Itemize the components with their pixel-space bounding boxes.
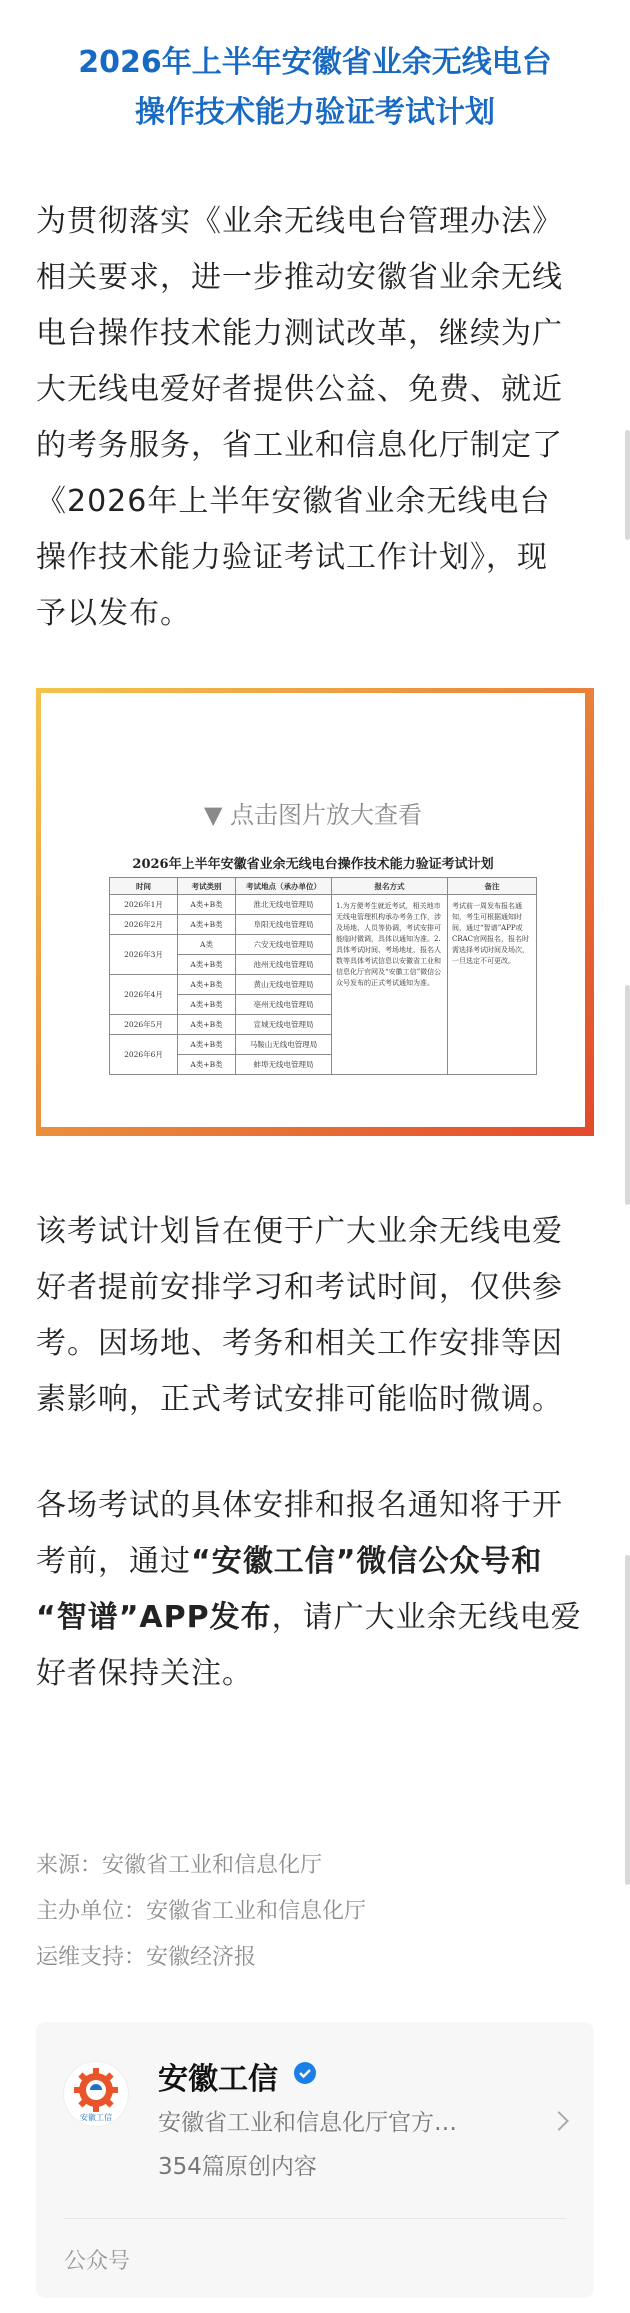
category-cell: A类+B类 bbox=[178, 1035, 236, 1055]
signup-cell: 1.为方便考生就近考试，相关地市无线电管理机构承办考务工作，涉及场地、人员等协调，考试安排可能临时微调，具体以通知为准。2.具体考试时间、考场地址、报名人数等具体考试信息以安徽省工业和信息化厅官网及“安徽工信”微信公众号发布的正式考试通知为准。 bbox=[332, 895, 448, 1075]
column-header: 考试类别 bbox=[178, 878, 236, 895]
text-line: 的考务服务，省工业和信息化厅制定了 bbox=[36, 428, 563, 463]
table-row bbox=[110, 895, 537, 915]
purpose-paragraph bbox=[36, 1204, 594, 1428]
schedule-image-inner bbox=[41, 693, 585, 1127]
text-line: 考。因场地、考务和相关工作安排等因 bbox=[36, 1326, 563, 1361]
text-line: 相关要求，进一步推动安徽省业余无线 bbox=[36, 260, 563, 295]
column-header: 时间 bbox=[110, 878, 178, 895]
bold-text: “智谱”APP发布 bbox=[36, 1600, 272, 1635]
text-line bbox=[36, 1590, 594, 1646]
scrollbar-segment[interactable] bbox=[625, 1555, 630, 1885]
support-line: 运维支持：安徽经济报 bbox=[36, 1945, 257, 1970]
text-line: 电台操作技术能力测试改革，继续为广 bbox=[36, 316, 563, 351]
account-type-label: 公众号 bbox=[64, 2249, 131, 2274]
category-cell: A类+B类 bbox=[178, 895, 236, 915]
note-cell: 考试前一周发布报名通知，考生可根据通知时间，通过“智谱”APP或CRAC官网报名，报名时需选择考试时间及场次，一旦选定不可更改。 bbox=[448, 895, 537, 1075]
divider bbox=[64, 2218, 566, 2219]
time-cell: 2026年4月 bbox=[110, 975, 178, 1015]
table-title: 2026年上半年安徽省业余无线电台操作技术能力验证考试计划 bbox=[132, 857, 494, 872]
gear-logo-icon bbox=[64, 2062, 128, 2126]
category-cell: A类+B类 bbox=[178, 1015, 236, 1035]
text-line: 该考试计划旨在便于广大业余无线电爱 bbox=[36, 1214, 563, 1249]
time-cell: 2026年1月 bbox=[110, 895, 178, 915]
scrollbar-segment[interactable] bbox=[625, 430, 630, 540]
category-cell: A类+B类 bbox=[178, 1055, 236, 1075]
time-cell: 2026年2月 bbox=[110, 915, 178, 935]
plain-text: 考前，通过 bbox=[36, 1544, 191, 1579]
category-cell: A类 bbox=[178, 935, 236, 955]
time-cell: 2026年5月 bbox=[110, 1015, 178, 1035]
category-cell: A类+B类 bbox=[178, 995, 236, 1015]
place-cell: 淮北无线电管理局 bbox=[236, 895, 332, 915]
time-cell: 2026年6月 bbox=[110, 1035, 178, 1075]
place-cell: 池州无线电管理局 bbox=[236, 955, 332, 975]
place-cell: 黄山无线电管理局 bbox=[236, 975, 332, 995]
category-cell: A类+B类 bbox=[178, 915, 236, 935]
host-line: 主办单位：安徽省工业和信息化厅 bbox=[36, 1899, 367, 1924]
source-line: 来源：安徽省工业和信息化厅 bbox=[36, 1853, 323, 1878]
intro-paragraph bbox=[36, 194, 594, 642]
column-header: 考试地点（承办单位） bbox=[236, 878, 332, 895]
text-line: 大无线电爱好者提供公益、免费、就近 bbox=[36, 372, 563, 407]
verified-icon bbox=[294, 2062, 316, 2084]
column-header: 备注 bbox=[448, 878, 537, 895]
text-line bbox=[36, 1534, 594, 1590]
scrollbar-segment[interactable] bbox=[625, 985, 630, 1205]
account-card[interactable] bbox=[36, 2022, 594, 2298]
time-cell: 2026年3月 bbox=[110, 935, 178, 975]
chevron-right-icon[interactable] bbox=[549, 2111, 569, 2131]
place-cell: 阜阳无线电管理局 bbox=[236, 915, 332, 935]
place-cell: 宣城无线电管理局 bbox=[236, 1015, 332, 1035]
article-title bbox=[40, 38, 590, 138]
text-line: 素影响，正式考试安排可能临时微调。 bbox=[36, 1382, 563, 1417]
account-name[interactable]: 安徽工信 bbox=[158, 2062, 278, 2097]
notice-paragraph bbox=[36, 1478, 594, 1702]
text-line: 《2026年上半年安徽省业余无线电台 bbox=[36, 484, 551, 519]
text-line: 予以发布。 bbox=[36, 596, 191, 631]
text-line: 各场考试的具体安排和报名通知将于开 bbox=[36, 1488, 563, 1523]
article-count: 354篇原创内容 bbox=[158, 2154, 317, 2180]
title-line: 2026年上半年安徽省业余无线电台 bbox=[78, 45, 552, 80]
place-cell: 亳州无线电管理局 bbox=[236, 995, 332, 1015]
account-logo[interactable] bbox=[64, 2062, 128, 2126]
schedule-table bbox=[109, 877, 537, 1075]
bold-text: “安徽工信”微信公众号和 bbox=[191, 1544, 543, 1579]
category-cell: A类+B类 bbox=[178, 955, 236, 975]
schedule-image[interactable] bbox=[36, 688, 594, 1136]
zoom-hint: ▼ 点击图片放大查看 bbox=[203, 801, 423, 829]
text-line: 好者提前安排学习和考试时间，仅供参 bbox=[36, 1270, 563, 1305]
place-cell: 马鞍山无线电管理局 bbox=[236, 1035, 332, 1055]
text-line: 操作技术能力验证考试工作计划》，现 bbox=[36, 540, 548, 575]
place-cell: 蚌埠无线电管理局 bbox=[236, 1055, 332, 1075]
plain-text: ，请广大业余无线电爱 bbox=[271, 1600, 582, 1635]
category-cell: A类+B类 bbox=[178, 975, 236, 995]
column-header: 报名方式 bbox=[332, 878, 448, 895]
text-line: 为贯彻落实《业余无线电台管理办法》 bbox=[36, 204, 563, 239]
account-description: 安徽省工业和信息化厅官方… bbox=[158, 2110, 457, 2136]
title-line: 操作技术能力验证考试计划 bbox=[135, 95, 495, 130]
table-header-row bbox=[110, 878, 537, 895]
text-line: 好者保持关注。 bbox=[36, 1656, 253, 1691]
place-cell: 六安无线电管理局 bbox=[236, 935, 332, 955]
logo-caption: 安徽工信 bbox=[80, 2113, 112, 2122]
